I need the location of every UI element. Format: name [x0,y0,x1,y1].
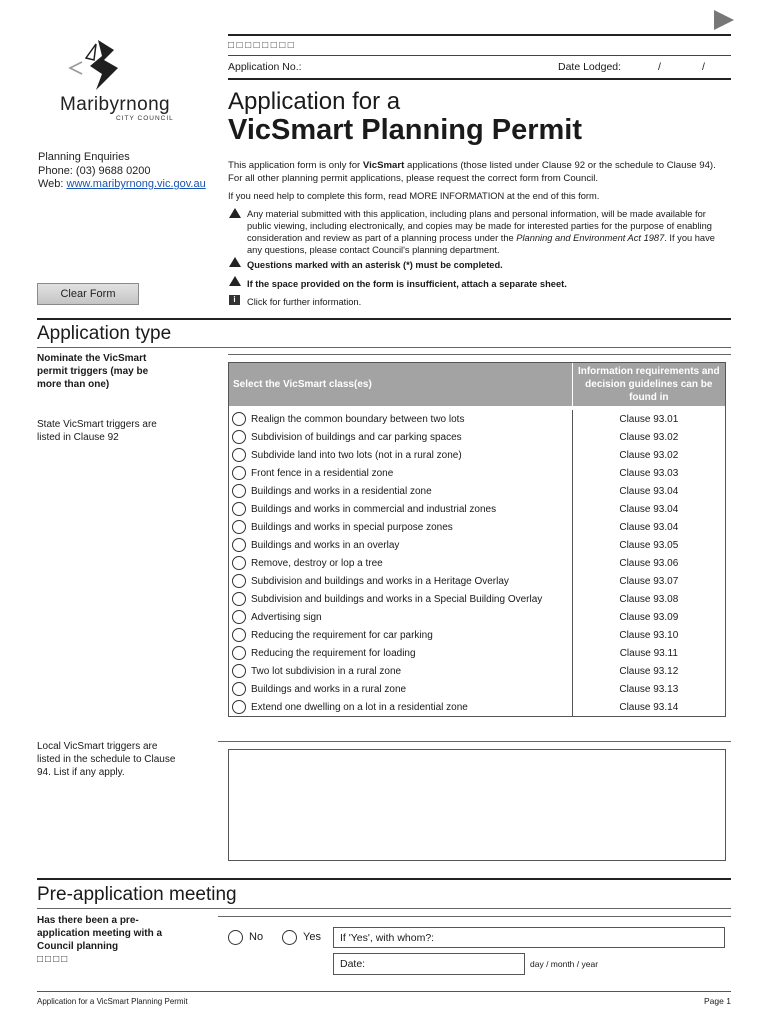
contact-web [38,178,206,192]
class-label: Subdivision and buildings and works in a Special Building Overlay [251,593,543,605]
warning-icon [229,257,241,267]
footer-rule [37,991,731,992]
class-label: Advertising sign [251,611,322,623]
table-row [229,554,725,572]
pre-app-date-label: Date: [340,958,366,970]
class-cell [229,554,573,572]
class-cell [229,410,573,428]
class-cell [229,590,573,608]
section-title-application-type: Application type [37,323,172,344]
table-header-class: Select the VicSmart class(es) [229,363,573,406]
warning-text: . If you have any questions, please contact Council's planning department. [247,233,715,255]
class-label: Reducing the requirement for car parking [251,629,433,641]
class-radio[interactable] [232,430,246,444]
table-row [229,626,725,644]
class-radio[interactable] [232,484,246,498]
class-cell [229,518,573,536]
table-row [229,590,725,608]
pre-app-no-label: No [249,931,264,943]
class-label: Subdivision of buildings and car parking spaces [251,431,462,443]
class-radio[interactable] [232,502,246,516]
state-triggers-label: State VicSmart triggers are listed in Clause 92 [37,419,157,443]
contact-web-prefix: Web: [38,178,67,190]
vicsmart-class-table [228,362,726,717]
table-header [229,363,725,406]
table-row [229,698,725,716]
class-cell [229,428,573,446]
section-subrule [228,354,731,355]
clause-cell: Clause 93.09 [619,611,679,623]
clause-cell: Clause 93.02 [619,431,679,443]
info-icon[interactable]: i [229,295,240,305]
table-row [229,518,725,536]
class-radio[interactable] [232,610,246,624]
warning-asterisk: Questions marked with an asterisk (*) must be completed. [247,260,503,270]
header-boxes: □□□□□□□□ [228,40,297,51]
class-radio[interactable] [232,592,246,606]
table-header-clause: Information requirements and decision guidelines can be found in [577,366,720,403]
class-radio[interactable] [232,520,246,534]
table-row [229,680,725,698]
class-radio[interactable] [232,412,246,426]
class-label: Front fence in a residential zone [251,467,394,479]
class-cell [229,500,573,518]
application-no-label: Application No.: [228,61,302,73]
warning-public-viewing [247,208,725,256]
section-rule [37,318,731,320]
pre-app-yes-radio[interactable] [282,930,297,945]
footer-form-title: Application for a VicSmart Planning Permit [37,997,188,1006]
class-label: Extend one dwelling on a lot in a residential zone [251,701,468,713]
section-subrule [37,908,731,909]
clause-cell: Clause 93.04 [619,521,679,533]
table-row [229,446,725,464]
help-line: If you need help to complete this form, read MORE INFORMATION at the end of this form. [228,191,600,201]
class-label: Two lot subdivision in a rural zone [251,665,402,677]
class-cell [229,572,573,590]
pre-app-date-input[interactable] [333,953,525,975]
table-row [229,536,725,554]
class-cell [229,698,573,716]
table-row [229,464,725,482]
class-radio[interactable] [232,466,246,480]
intro-paragraph [228,160,728,185]
class-label: Realign the common boundary between two lots [251,413,465,425]
pre-app-date-format: day / month / year [530,959,599,969]
page-title-line2: VicSmart Planning Permit [228,114,583,146]
clause-cell: Clause 93.01 [619,413,679,425]
pre-app-whom-input[interactable] [333,927,725,948]
table-row [229,428,725,446]
class-cell [229,662,573,680]
class-label: Buildings and works in a rural zone [251,683,407,695]
pre-app-no-radio[interactable] [228,930,243,945]
class-cell [229,680,573,698]
pre-app-yes-label: Yes [303,931,321,943]
clear-form-button[interactable]: Clear Form [37,283,139,305]
class-radio[interactable] [232,556,246,570]
table-body [229,410,725,716]
class-cell [229,464,573,482]
intro-text: applications (those listed under Clause 92 or the schedule to Clause 94). For all other planning permit applications, please request the correct form from Council. [228,160,716,184]
header-top-rule [228,34,731,36]
class-radio[interactable] [232,448,246,462]
pre-app-question-boxes: □□□□ [37,954,70,965]
warning-act-name: Planning and Environment Act 1987 [516,233,665,243]
logo-subtitle: CITY COUNCIL [116,115,174,122]
class-radio[interactable] [232,664,246,678]
class-cell [229,608,573,626]
warning-text: Any material submitted with this application, including plans and personal information, will be made available for public viewing, including electronically, and copies may be made for interested parties for the purpose of enabling consideration and review as part of a planning process under the [247,209,712,243]
class-label: Subdivision and buildings and works in a Heritage Overlay [251,575,509,587]
logo-wordmark: Maribyrnong [60,94,171,115]
clause-cell: Clause 93.03 [619,467,679,479]
clause-cell: Clause 93.04 [619,503,679,515]
clause-cell: Clause 93.08 [619,593,679,605]
table-row [229,608,725,626]
local-triggers-label: Local VicSmart triggers are listed in the schedule to Clause 94. List if any apply. [37,741,176,778]
clause-cell: Clause 93.06 [619,557,679,569]
section-subrule [37,347,731,348]
table-row [229,410,725,428]
date-separator: / [658,61,661,73]
table-row [229,662,725,680]
intro-bold: VicSmart [362,160,405,171]
class-label: Subdivide land into two lots (not in a rural zone) [251,449,462,461]
class-label: Buildings and works in a residential zone [251,485,432,497]
class-label: Remove, destroy or lop a tree [251,557,383,569]
class-label: Reducing the requirement for loading [251,647,416,659]
clause-cell: Clause 93.13 [619,683,679,695]
date-separator: / [702,61,705,73]
pre-app-question: Has there been a pre-application meeting with a Council planning [37,915,163,952]
class-cell [229,446,573,464]
class-cell [229,482,573,500]
header-bottom-rule [228,78,731,80]
header-mid-rule [228,55,731,56]
clause-cell: Clause 93.12 [619,665,679,677]
class-radio[interactable] [232,700,246,714]
class-cell [229,644,573,662]
clause-cell: Clause 93.10 [619,629,679,641]
local-rule [218,741,731,742]
contact-enquiries: Planning Enquiries [38,151,130,163]
contact-block [38,151,206,192]
table-row [229,500,725,518]
class-label: Buildings and works in special purpose zones [251,521,453,533]
pre-app-whom-label: If 'Yes', with whom?: [340,931,435,944]
class-radio[interactable] [232,538,246,552]
pre-app-rule [218,916,731,917]
clause-cell: Clause 93.11 [619,647,678,659]
table-row [229,644,725,662]
warning-icon [229,208,241,218]
clause-cell: Clause 93.05 [619,539,679,551]
clause-cell: Clause 93.04 [619,485,679,497]
section-rule [37,878,731,880]
table-row [229,572,725,590]
class-cell [229,626,573,644]
section-title-pre-application: Pre-application meeting [37,884,237,905]
class-radio[interactable] [232,646,246,660]
local-triggers-input[interactable] [228,749,726,861]
class-radio[interactable] [232,574,246,588]
warning-space: If the space provided on the form is insufficient, attach a separate sheet. [247,279,567,289]
info-text: Click for further information. [247,297,362,307]
footer-page-number: Page 1 [704,996,731,1006]
council-website-link[interactable]: www.maribyrnong.vic.gov.au [66,178,206,190]
clause-cell: Clause 93.14 [619,701,679,713]
date-lodged-label: Date Lodged: [558,61,622,73]
clause-cell: Clause 93.02 [619,449,679,461]
class-label: Buildings and works in commercial and industrial zones [251,503,497,515]
next-page-arrow-icon[interactable] [714,10,734,30]
table-row [229,482,725,500]
class-label: Buildings and works in an overlay [251,539,400,551]
class-radio[interactable] [232,628,246,642]
intro-text: This application form is only for [228,160,363,171]
clause-cell: Clause 93.07 [619,575,679,587]
nominate-triggers-label: Nominate the VicSmart permit triggers (may be more than one) [37,353,149,390]
contact-phone: Phone: (03) 9688 0200 [38,164,151,177]
class-radio[interactable] [232,682,246,696]
class-cell [229,536,573,554]
page-title-line1: Application for a [228,88,401,115]
warning-icon [229,276,241,286]
